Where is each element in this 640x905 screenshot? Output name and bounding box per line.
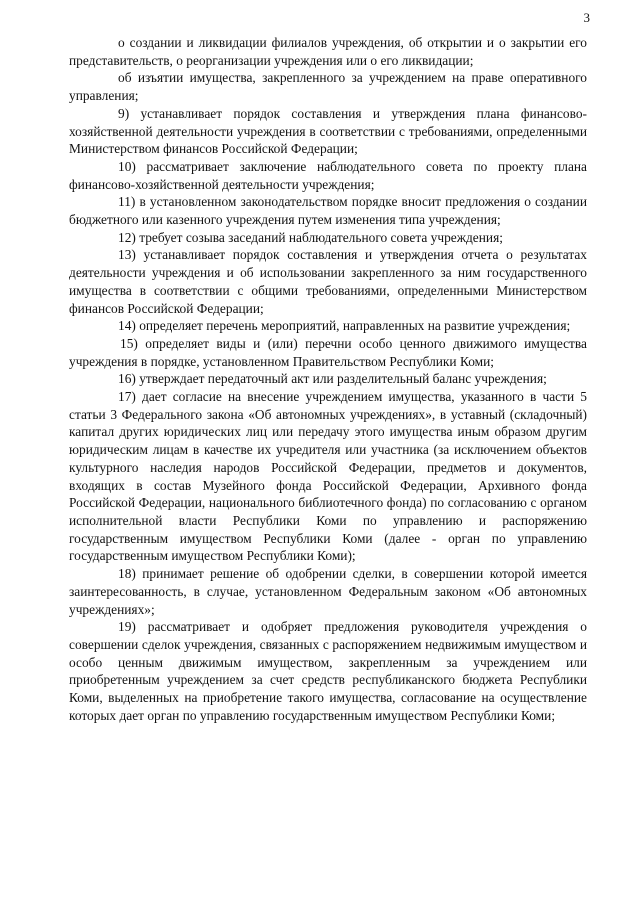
paragraph-item-14: 14) определяет перечень мероприятий, направленных на развитие учреждения; xyxy=(118,318,571,334)
paragraph-item-11: 11) в установленном законодательством порядке вносит предложения о создании бюджетного или казенного учреждения путем изменения типа учреждения; xyxy=(69,194,587,228)
paragraph-item-15: 15) определяет виды и (или) перечни особо ценного движимого имущества учреждения в порядке, установленном Правительством Республики Коми; xyxy=(69,335,587,369)
document-body xyxy=(69,34,587,724)
paragraph-item-9: 9) устанавливает порядок составления и утверждения плана финансово-хозяйственной деятельности учреждения в соответствии с требованиями, определенными Министерством финансов Российской Федерации; xyxy=(69,105,587,157)
paragraph-property-withdrawal: об изъятии имущества, закрепленного за учреждением на праве оперативного управления; xyxy=(69,70,587,104)
paragraph-item-19: 19) рассматривает и одобряет предложения руководителя учреждения о совершении сделок учреждения, связанных с распоряжением недвижимым имуществом и особо ценным движимым имуществом, закрепленным за учреждением или приобретенным учреждением за счет средств республиканского бюджета Республики Коми, выделенных на приобретение такого имущества, согласование на осуществление которых дает орган по управлению государственным имуществом Республики Коми; xyxy=(69,619,587,723)
paragraph-item-16: 16) утверждает передаточный акт или разделительный баланс учреждения; xyxy=(118,371,547,387)
paragraph-item-17: 17) дает согласие на внесение учреждением имущества, указанного в части 5 статьи 3 Федерального закона «Об автономных учреждениях», в уставный (складочный) капитал других юридических лиц или передачу этого имущества иным образом другим юридическим лицам в качестве их учредителя или участника (за исключением объектов культурного наследия народов Российской Федерации, предметов и документов, входящих в состав Музейного фонда Российской Федерации, Архивного фонда Российской Федерации, национального библиотечного фонда) по согласованию с органом исполнительной власти Республики Коми по управлению и распоряжению государственным имуществом Республики Коми (далее - орган по управлению государственным имуществом Республики Коми); xyxy=(69,389,587,564)
paragraph-item-10: 10) рассматривает заключение наблюдательного совета по проекту плана финансово-хозяйственной деятельности учреждения; xyxy=(69,158,587,192)
paragraph-branches: о создании и ликвидации филиалов учреждения, об открытии и о закрытии его представительств, о реорганизации учреждения или о его ликвидации; xyxy=(69,35,587,68)
paragraph-item-18: 18) принимает решение об одобрении сделки, в совершении которой имеется заинтересованность, в случае, установленном Федеральным законом «Об автономных учреждениях»; xyxy=(69,566,587,617)
paragraph-item-13: 13) устанавливает порядок составления и утверждения отчета о результатах деятельности учреждения и об использовании закрепленного за ним государственного имущества в соответствии с общими требованиями, определенными Министерством финансов Российской Федерации; xyxy=(69,247,587,316)
page-number: 3 xyxy=(583,10,590,25)
paragraph-item-12: 12) требует созыва заседаний наблюдательного совета учреждения; xyxy=(118,229,503,245)
